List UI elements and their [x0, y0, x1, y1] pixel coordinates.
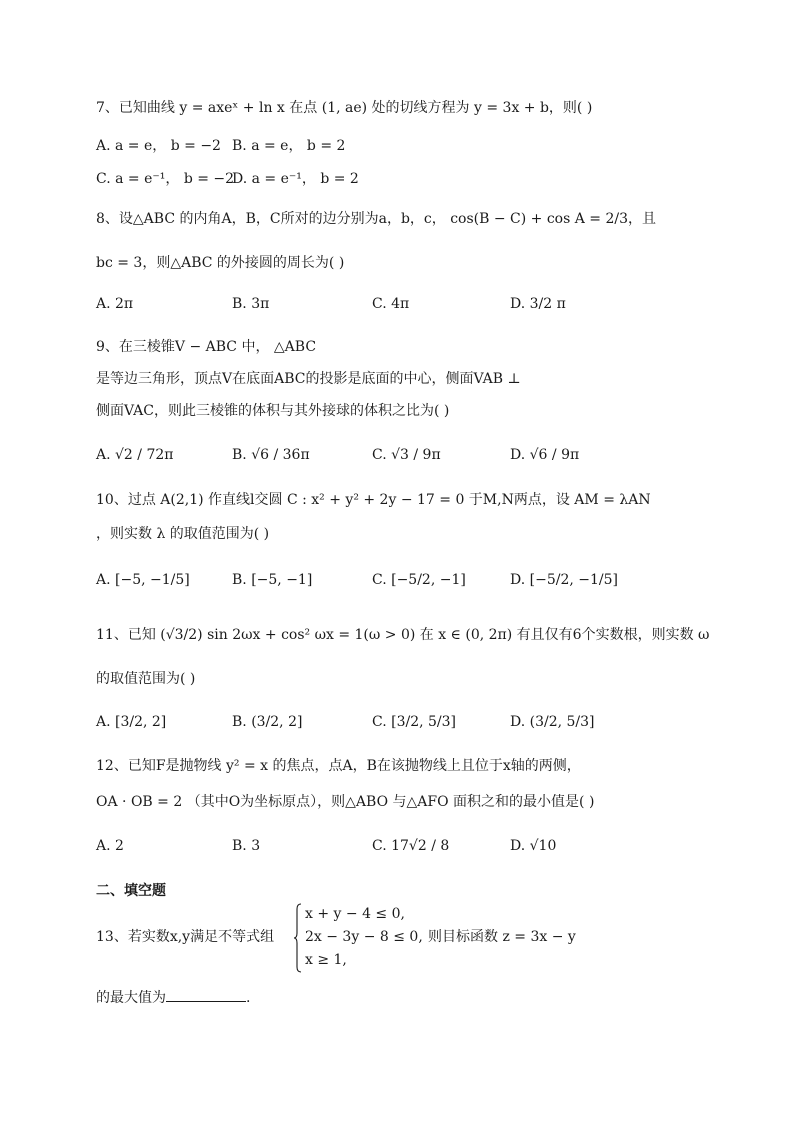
- question-8-option-d: D. 3/2 π: [510, 296, 566, 312]
- question-12-stem-line2: OA · OB = 2 （其中O为坐标原点），则△ABO 与△AFO 面积之和的最小值是( ): [96, 794, 595, 810]
- question-13-condition-3: x ≥ 1,: [305, 952, 347, 968]
- question-12-stem-line1: 12、已知F是抛物线 y² = x 的焦点，点A，B在该抛物线上且位于x轴的两侧，: [96, 758, 581, 774]
- question-8-option-a: A. 2π: [96, 296, 134, 312]
- question-13-tail-end: .: [246, 990, 251, 1006]
- question-7-option-c: C. a = e⁻¹， b = −2: [96, 171, 235, 187]
- question-13-condition-1: x + y − 4 ≤ 0,: [305, 906, 405, 922]
- question-11-option-d: D. (3/2, 5/3]: [510, 714, 595, 730]
- question-13-prefix: 13、若实数x,y满足不等式组: [96, 929, 275, 945]
- question-7-option-b: B. a = e， b = 2: [232, 138, 346, 154]
- question-13-condition-2: 2x − 3y − 8 ≤ 0,: [305, 929, 423, 945]
- question-13-tail: 的最大值为: [96, 990, 166, 1006]
- question-10-stem-line2: ，则实数 λ 的取值范围为( ): [96, 526, 270, 542]
- question-7-option-a: A. a = e， b = −2: [96, 138, 221, 154]
- left-brace-icon: [294, 903, 302, 973]
- question-9-stem-line2: 是等边三角形，顶点V在底面ABC的投影是底面的中心，侧面VAB ⊥: [96, 371, 521, 387]
- question-9-stem-line3: 侧面VAC，则此三棱锥的体积与其外接球的体积之比为( ): [96, 403, 450, 419]
- question-10-option-d: D. [−5/2, −1/5]: [510, 572, 618, 588]
- question-12-option-b: B. 3: [232, 838, 261, 854]
- question-9-option-b: B. √6 / 36π: [232, 447, 310, 463]
- question-9-option-a: A. √2 / 72π: [96, 447, 174, 463]
- question-7-stem: 7、已知曲线 y = axeˣ + ln x 在点 (1, ae) 处的切线方程为 y = 3x + b，则( ): [96, 100, 593, 116]
- question-12-option-c: C. 17√2 / 8: [372, 838, 450, 854]
- section-2-title: 二、填空题: [96, 883, 166, 899]
- question-12-option-a: A. 2: [96, 838, 124, 854]
- question-13-suffix: 则目标函数 z = 3x − y: [428, 929, 576, 945]
- answer-blank[interactable]: [166, 987, 246, 1002]
- question-12-option-d: D. √10: [510, 838, 557, 854]
- question-11-option-a: A. [3/2, 2]: [96, 714, 167, 730]
- question-8-stem-line1: 8、设△ABC 的内角A，B，C所对的边分别为a，b，c， cos(B − C) + cos A = 2/3，且: [96, 211, 657, 227]
- question-9-stem-line1: 9、在三棱锥V − ABC 中， △ABC: [96, 339, 317, 355]
- question-10-stem-line1: 10、过点 A(2,1) 作直线l交圆 C : x² + y² + 2y − 17 = 0 于M,N两点，设 AM = λAN: [96, 492, 651, 508]
- question-7-option-d: D. a = e⁻¹， b = 2: [232, 171, 359, 187]
- question-13-system-brace: [294, 903, 302, 973]
- question-10-option-b: B. [−5, −1]: [232, 572, 313, 588]
- question-9-option-c: C. √3 / 9π: [372, 447, 441, 463]
- question-13-answer-line: [96, 987, 250, 1009]
- question-8-stem-line2: bc = 3，则△ABC 的外接圆的周长为( ): [96, 255, 345, 271]
- question-11-option-c: C. [3/2, 5/3]: [372, 714, 456, 730]
- question-10-option-a: A. [−5, −1/5]: [96, 572, 190, 588]
- question-8-option-b: B. 3π: [232, 296, 270, 312]
- question-11-stem-line2: 的取值范围为( ): [96, 671, 196, 687]
- question-9-option-d: D. √6 / 9π: [510, 447, 580, 463]
- question-11-option-b: B. (3/2, 2]: [232, 714, 303, 730]
- question-10-option-c: C. [−5/2, −1]: [372, 572, 466, 588]
- question-11-stem-line1: 11、已知 (√3/2) sin 2ωx + cos² ωx = 1(ω > 0) 在 x ∈ (0, 2π) 有且仅有6个实数根，则实数 ω: [96, 627, 710, 643]
- question-8-option-c: C. 4π: [372, 296, 410, 312]
